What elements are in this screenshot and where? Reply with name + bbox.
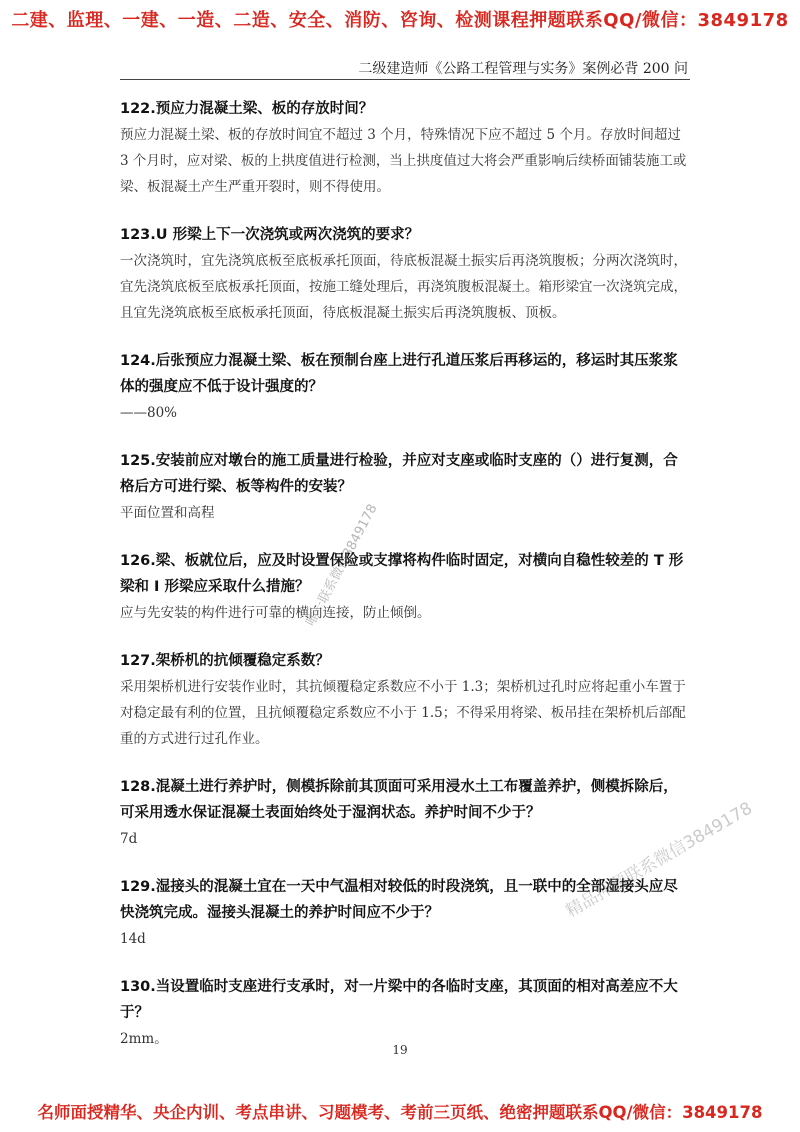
header-divider xyxy=(120,79,690,80)
question: 123.U 形梁上下一次浇筑或两次浇筑的要求？ xyxy=(120,227,420,243)
qa-item-125 xyxy=(120,448,692,526)
question: 128.混凝土进行养护时，侧模拆除前其顶面可采用浸水土工布覆盖养护，侧模拆除后，可采用透水保证混凝土表面始终处于湿润状态。养护时间不少于？ xyxy=(120,779,678,821)
answer: 2mm。 xyxy=(120,1031,168,1047)
qa-item-124 xyxy=(120,348,692,426)
question: 122.预应力混凝土梁、板的存放时间？ xyxy=(120,101,374,117)
page-number: 19 xyxy=(392,1043,408,1057)
question: 126.梁、板就位后，应及时设置保险或支撑将构件临时固定，对横向自稳性较差的 T 形梁和 I 形梁应采取什么措施？ xyxy=(120,553,684,595)
answer: 14d xyxy=(120,931,146,947)
qa-item-126 xyxy=(120,548,692,626)
question: 127.架桥机的抗倾覆稳定系数？ xyxy=(120,653,330,669)
answer: 应与先安装的构件进行可靠的横向连接，防止倾倒。 xyxy=(120,605,431,621)
answer: 采用架桥机进行安装作业时，其抗倾覆稳定系数应不小于 1.3；架桥机过孔时应将起重小车置于对稳定最有利的位置，且抗倾覆稳定系数应不小于 1.5；不得采用将梁、板吊挂在架桥机后部配重的方式进行过孔作业。 xyxy=(120,679,686,747)
watermark: 唯一联系微信3849178 xyxy=(303,501,381,629)
answer: 平面位置和高程 xyxy=(120,505,215,521)
question: 125.安装前应对墩台的施工质量进行检验，并应对支座或临时支座的（）进行复测，合格后方可进行梁、板等构件的安装？ xyxy=(120,453,678,495)
question: 124.后张预应力混凝土梁、板在预制台座上进行孔道压浆后再移运的，移运时其压浆浆体的强度应不低于设计强度的？ xyxy=(120,353,678,395)
bottom-banner: 名师面授精华、央企内训、考点串讲、习题模考、考前三页纸、绝密押题联系QQ/微信：3849178 xyxy=(37,1103,763,1122)
qa-item-128 xyxy=(120,774,692,852)
top-banner: 二建、监理、一建、一造、二造、安全、消防、咨询、检测课程押题联系QQ/微信：3849178 xyxy=(11,10,789,31)
qa-item-122 xyxy=(120,96,692,200)
question: 130.当设置临时支座进行支承时，对一片梁中的各临时支座，其顶面的相对高差应不大于？ xyxy=(120,979,678,1021)
running-header: 二级建造师《公路工程管理与实务》案例必背 200 问 xyxy=(358,61,688,77)
qa-item-127 xyxy=(120,648,692,752)
qa-item-130 xyxy=(120,974,692,1052)
qa-content xyxy=(120,96,692,1052)
watermark: 精品押题联系微信3849178 xyxy=(562,798,756,922)
qa-item-123 xyxy=(120,222,692,326)
answer: 预应力混凝土梁、板的存放时间宜不超过 3 个月，特殊情况下应不超过 5 个月。存放时间超过 3 个月时，应对梁、板的上拱度值进行检测，当上拱度值过大将会严重影响后续桥面铺装施工或梁、板混凝土产生严重开裂时，则不得使用。 xyxy=(120,127,687,195)
answer: 一次浇筑时，宜先浇筑底板至底板承托顶面，待底板混凝土振实后再浇筑腹板；分两次浇筑时，宜先浇筑底板至底板承托顶面，按施工缝处理后，再浇筑腹板混凝土。箱形梁宜一次浇筑完成，且宜先浇筑底板至底板承托顶面，待底板混凝土振实后再浇筑腹板、顶板。 xyxy=(120,253,687,321)
question: 129.湿接头的混凝土宜在一天中气温相对较低的时段浇筑，且一联中的全部湿接头应尽快浇筑完成。湿接头混凝土的养护时间应不少于？ xyxy=(120,879,678,921)
answer: 7d xyxy=(120,831,138,847)
answer: ——80% xyxy=(120,405,178,421)
